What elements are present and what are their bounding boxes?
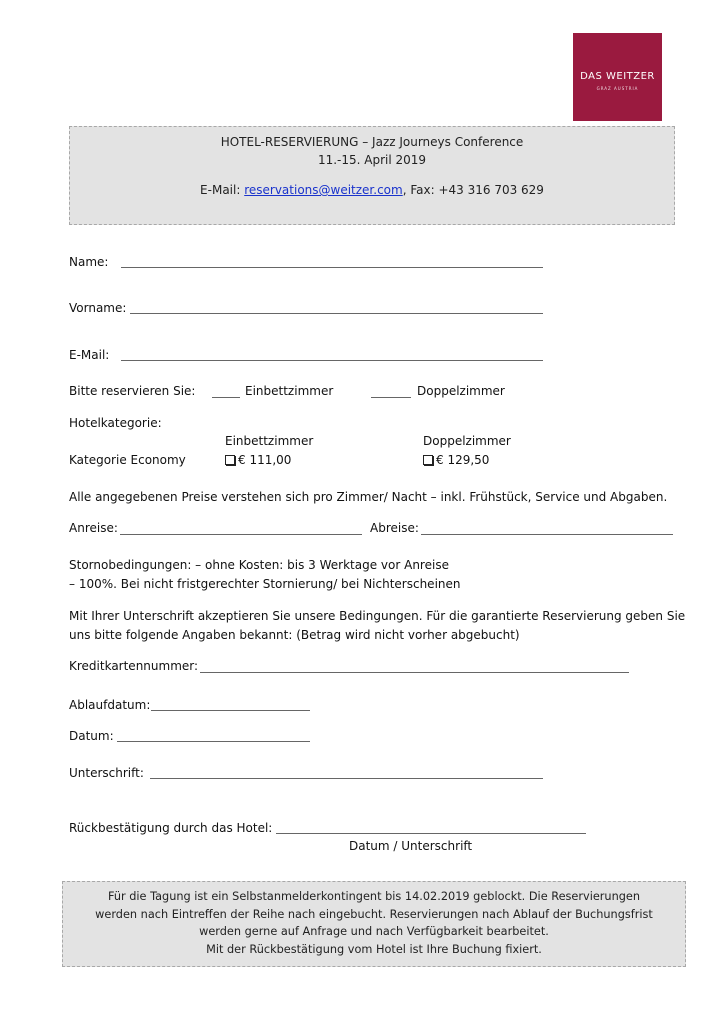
rueckbestaetigung-field[interactable] — [276, 833, 586, 834]
footer-line-1: Für die Tagung ist ein Selbstanmelderkontingent bis 14.02.2019 geblockt. Die Reservierungen — [107, 890, 641, 903]
abreise-label: Abreise: — [370, 521, 419, 535]
reserve-label: Bitte reservieren Sie: — [69, 384, 196, 398]
footer-line-2: werden nach Eintreffen der Reihe nach eingebucht. Reservierungen nach Ablauf der Buchungsfrist — [95, 907, 653, 921]
footer-notice-box — [62, 881, 686, 967]
rueckbestaetigung-label: Rückbestätigung durch das Hotel: — [69, 821, 273, 835]
checkbox-doppel-icon[interactable] — [423, 455, 433, 465]
einbett-count-field[interactable] — [212, 397, 240, 398]
price-doppel: € 129,50 — [436, 453, 490, 467]
price-einbett-option[interactable] — [225, 453, 291, 467]
signature-note-line-1: Mit Ihrer Unterschrift akzeptieren Sie unsere Bedingungen. Für die garantierte Reservierung geben Sie — [69, 609, 686, 623]
email-field-label: E-Mail: — [69, 348, 110, 362]
contact-line — [70, 183, 674, 197]
logo-sub-text: GRAZ AUSTRIA — [596, 86, 639, 91]
prices-note: Alle angegebenen Preise verstehen sich pro Zimmer/ Nacht – inkl. Frühstück, Service und Abgaben. — [69, 490, 668, 504]
checkbox-einbett-icon[interactable] — [225, 455, 235, 465]
vorname-field[interactable] — [130, 313, 543, 314]
price-einbett: € 111,00 — [238, 453, 292, 467]
datum-unterschrift-caption: Datum / Unterschrift — [349, 839, 473, 853]
name-label: Name: — [69, 255, 109, 269]
footer-line-3: werden gerne auf Anfrage und nach Verfügbarkeit bearbeitet. — [199, 925, 549, 938]
kategorie-economy-label: Kategorie Economy — [69, 453, 186, 467]
anreise-field[interactable] — [120, 534, 362, 535]
datum-label: Datum: — [69, 729, 114, 743]
email-field[interactable] — [121, 360, 543, 361]
abreise-field[interactable] — [421, 534, 673, 535]
kreditkarte-field[interactable] — [200, 672, 629, 673]
fax-text: , Fax: +43 316 703 629 — [402, 183, 544, 197]
doppel-count-field[interactable] — [371, 397, 411, 398]
datum-field[interactable] — [117, 741, 310, 742]
vorname-label: Vorname: — [69, 301, 127, 315]
footer-line-4: Mit der Rückbestätigung vom Hotel ist Ihre Buchung fixiert. — [206, 942, 542, 956]
signature-note-line-2: uns bitte folgende Angaben bekannt: (Betrag wird nicht vorher abgebucht) — [69, 628, 520, 642]
header-box — [69, 126, 675, 225]
col-doppel-heading: Doppelzimmer — [423, 434, 511, 448]
conference-dates: 11.-15. April 2019 — [317, 153, 427, 167]
unterschrift-field[interactable] — [150, 778, 543, 779]
logo-brand-text: DAS WEITZER — [580, 71, 655, 82]
kreditkarte-label: Kreditkartennummer: — [69, 659, 199, 673]
anreise-label: Anreise: — [69, 521, 118, 535]
ablauf-label: Ablaufdatum: — [69, 698, 151, 712]
doppel-label: Doppelzimmer — [417, 384, 505, 398]
storno-line-1: Stornobedingungen: – ohne Kosten: bis 3 Werktage vor Anreise — [69, 558, 449, 572]
email-label: E-Mail: — [200, 183, 245, 197]
hotelkategorie-heading: Hotelkategorie: — [69, 416, 162, 430]
hotel-logo — [573, 33, 662, 121]
form-title: HOTEL-RESERVIERUNG – Jazz Journeys Conference — [220, 135, 524, 149]
name-field[interactable] — [121, 267, 543, 268]
col-einbett-heading: Einbettzimmer — [225, 434, 314, 448]
ablauf-field[interactable] — [151, 710, 310, 711]
einbett-label: Einbettzimmer — [245, 384, 334, 398]
price-doppel-option[interactable] — [423, 453, 489, 467]
reservation-email-link[interactable]: reservations@weitzer.com — [244, 183, 403, 197]
storno-line-2: – 100%. Bei nicht fristgerechter Stornierung/ bei Nichterscheinen — [69, 577, 461, 591]
unterschrift-label: Unterschrift: — [69, 766, 144, 780]
